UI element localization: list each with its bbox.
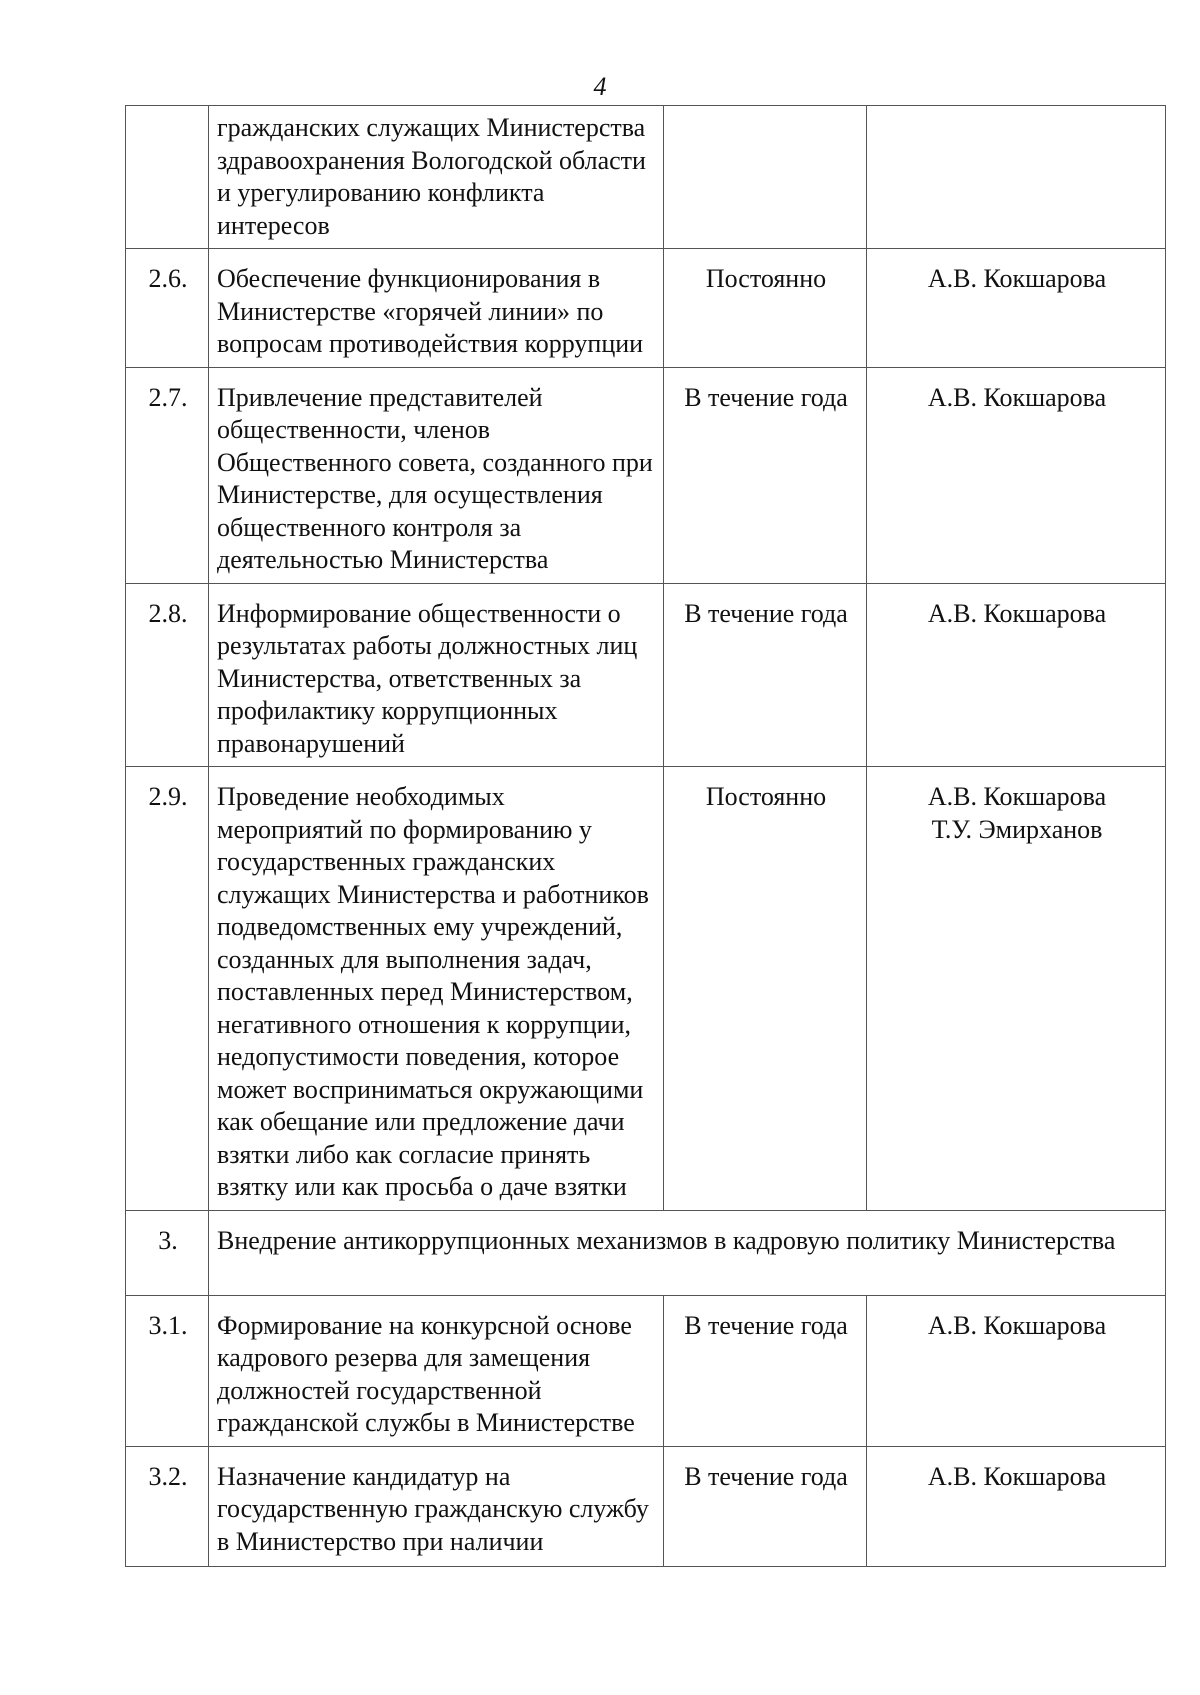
responsible-name: А.В. Кокшарова bbox=[927, 382, 1107, 412]
item-number: 3.1. bbox=[126, 1295, 209, 1446]
item-number bbox=[126, 106, 209, 249]
section-title: Внедрение антикоррупционных механизмов в кадровую политику Министерства bbox=[209, 1210, 1166, 1295]
item-number: 2.7. bbox=[126, 367, 209, 583]
deadline: В течение года bbox=[664, 1295, 867, 1446]
activity-text: Назначение кандидатур на государственную гражданскую службу в Министерство при наличии bbox=[209, 1446, 664, 1566]
responsible-name: Т.У. Эмирханов bbox=[931, 814, 1103, 844]
deadline: В течение года bbox=[664, 583, 867, 767]
responsible-name: А.В. Кокшарова bbox=[927, 1461, 1107, 1491]
activity-text: Обеспечение функционирования в Министерстве «горячей линии» по вопросам противодействия коррупции bbox=[209, 249, 664, 368]
responsible bbox=[867, 1446, 1166, 1566]
deadline: Постоянно bbox=[664, 767, 867, 1211]
table-row bbox=[126, 583, 1166, 767]
plan-table bbox=[125, 105, 1166, 1567]
table-row bbox=[126, 1295, 1166, 1446]
responsible bbox=[867, 583, 1166, 767]
responsible bbox=[867, 249, 1166, 368]
table-row bbox=[126, 106, 1166, 249]
responsible bbox=[867, 106, 1166, 249]
deadline: В течение года bbox=[664, 367, 867, 583]
deadline: В течение года bbox=[664, 1446, 867, 1566]
item-number: 2.6. bbox=[126, 249, 209, 368]
table-row bbox=[126, 367, 1166, 583]
activity-text: Проведение необходимых мероприятий по формированию у государственных гражданских служащих Министерства и работников подведомственных ему учреждений, созданных для выполнения задач, поставленных перед Министерством, негативного отношения к коррупции, недопустимости поведения, которое может восприниматься окружающими как обещание или предложение дачи взятки либо как согласие принять взятку или как просьба о даче взятки bbox=[209, 767, 664, 1211]
table-row bbox=[126, 767, 1166, 1211]
page-number: 4 bbox=[593, 72, 607, 101]
activity-text: Формирование на конкурсной основе кадрового резерва для замещения должностей государственной гражданской службы в Министерстве bbox=[209, 1295, 664, 1446]
section-number: 3. bbox=[126, 1210, 209, 1295]
responsible bbox=[867, 1295, 1166, 1446]
item-number: 3.2. bbox=[126, 1446, 209, 1566]
activity-text: Информирование общественности о результатах работы должностных лиц Министерства, ответственных за профилактику коррупционных правонарушений bbox=[209, 583, 664, 767]
deadline bbox=[664, 106, 867, 249]
item-number: 2.9. bbox=[126, 767, 209, 1211]
responsible-name: А.В. Кокшарова bbox=[927, 782, 1107, 811]
activity-text: Привлечение представителей общественности, членов Общественного совета, созданного при Министерстве, для осуществления общественного контроля за деятельностью Министерства bbox=[209, 367, 664, 583]
deadline: Постоянно bbox=[664, 249, 867, 368]
responsible-name: А.В. Кокшарова bbox=[927, 1310, 1107, 1340]
responsible-name: А.В. Кокшарова bbox=[927, 264, 1107, 293]
table-row bbox=[126, 1446, 1166, 1566]
responsible-name: А.В. Кокшарова bbox=[927, 598, 1107, 628]
item-number: 2.8. bbox=[126, 583, 209, 767]
table-row bbox=[126, 249, 1166, 368]
activity-text: гражданских служащих Министерства здравоохранения Вологодской области и урегулированию конфликта интересов bbox=[209, 106, 664, 249]
responsible bbox=[867, 367, 1166, 583]
responsible bbox=[867, 767, 1166, 1211]
section-row bbox=[126, 1210, 1166, 1295]
